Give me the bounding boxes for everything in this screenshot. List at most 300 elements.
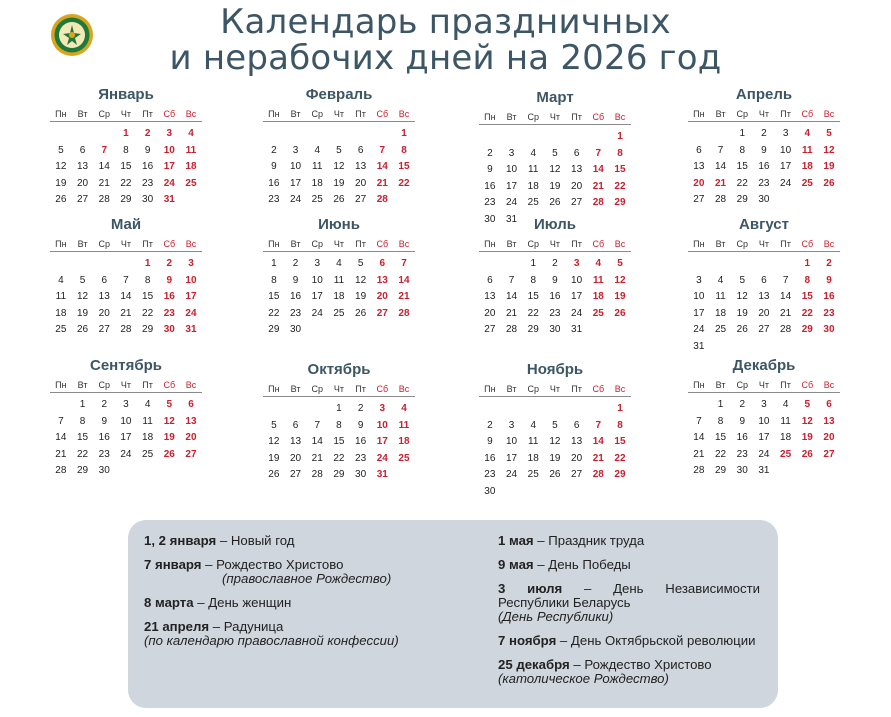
holiday-day: 8 (617, 147, 623, 159)
day-cell: 30 (549, 324, 561, 335)
week-row (688, 273, 840, 290)
weekday-label: Пн (693, 239, 705, 249)
day-cell: 25 (398, 452, 410, 464)
weekday-header (50, 237, 202, 252)
week-row (688, 430, 840, 447)
weekday-label: Вс (398, 239, 410, 249)
weekday-label: Вс (398, 109, 410, 119)
month-name: Июль (534, 216, 576, 233)
day-cell: 12 (823, 144, 835, 156)
day-cell: 29 (714, 465, 727, 476)
day-cell: 4 (401, 403, 407, 414)
day-cell: 17 (505, 452, 518, 464)
weekday-label: Сб (801, 239, 814, 249)
weekday-header (50, 378, 202, 393)
day-cell: 7 (58, 415, 64, 427)
empty-day (501, 256, 523, 273)
week-row (263, 451, 415, 468)
day-cell: 4 (58, 274, 64, 286)
week-row (50, 414, 202, 431)
day-cell: 28 (505, 324, 518, 335)
holiday-day: 20 (693, 177, 705, 189)
day-cell: 12 (736, 291, 748, 302)
week-row (50, 322, 202, 339)
day-cell: 22 (714, 448, 727, 460)
day-cell: 26 (801, 448, 813, 460)
day-cell: 11 (528, 164, 539, 175)
day-cell: 6 (696, 144, 702, 156)
day-cell: 21 (592, 180, 604, 192)
day-cell: 5 (552, 147, 558, 159)
day-cell: 26 (549, 197, 561, 208)
week-row (479, 451, 631, 468)
day-cell: 4 (188, 128, 194, 139)
week-row (263, 256, 415, 273)
empty-day (285, 401, 307, 418)
day-cell: 6 (188, 399, 194, 410)
month-6 (263, 216, 415, 339)
holidays-legend (128, 520, 778, 708)
empty-day (587, 129, 609, 146)
empty-day (731, 256, 753, 273)
day-cell: 16 (163, 291, 175, 302)
day-cell: 28 (98, 194, 110, 205)
day-cell: 29 (268, 324, 280, 335)
day-cell: 29 (120, 194, 132, 205)
day-cell: 30 (758, 194, 770, 205)
day-cell: 28 (592, 469, 604, 480)
title-line-1: Календарь праздничных (220, 2, 671, 42)
day-cell: 5 (617, 258, 623, 269)
day-cell: 16 (758, 161, 770, 172)
day-cell: 21 (98, 177, 110, 189)
day-cell: 24 (693, 324, 705, 335)
day-cell: 15 (398, 161, 410, 172)
day-cell: 20 (571, 452, 583, 464)
empty-day (263, 126, 285, 143)
day-cell: 19 (823, 161, 835, 172)
legend-item (498, 658, 760, 686)
day-cell: 18 (55, 307, 67, 319)
weekday-label: Пн (268, 384, 280, 394)
weekday-label: Ср (527, 384, 539, 394)
day-cell: 27 (355, 194, 367, 205)
weekday-label: Вс (614, 239, 626, 249)
week-row (688, 463, 840, 480)
holiday-day: 25 (780, 448, 792, 460)
legend-date: 7 января (144, 557, 202, 572)
weekday-label: Пн (484, 384, 496, 394)
day-cell: 11 (333, 274, 345, 286)
day-cell: 17 (693, 307, 705, 319)
weekday-label: Сб (376, 384, 389, 394)
legend-item (498, 534, 760, 548)
day-cell: 2 (761, 128, 767, 139)
day-cell: 1 (804, 258, 811, 269)
weekday-label: Чт (120, 109, 131, 119)
empty-day (479, 256, 501, 273)
day-cell: 22 (76, 448, 89, 460)
day-cell: 18 (398, 436, 410, 447)
weekday-label: Пн (693, 109, 705, 119)
holiday-day: 21 (714, 177, 727, 189)
month-name: Февраль (305, 86, 373, 103)
weekday-header (688, 378, 840, 393)
weekday-header (50, 107, 202, 122)
day-cell: 21 (55, 448, 67, 460)
day-cell: 23 (268, 194, 280, 205)
weekday-label: Пт (355, 239, 366, 249)
empty-day (285, 126, 307, 143)
day-cell: 27 (185, 448, 197, 460)
day-cell: 27 (376, 307, 388, 319)
week-row (479, 467, 631, 484)
day-cell: 20 (289, 452, 302, 464)
day-cell: 17 (120, 432, 132, 443)
day-cell: 23 (289, 307, 302, 319)
weekday-label: Сб (592, 384, 605, 394)
weekday-header (688, 107, 840, 122)
legend-date: 25 декабря (498, 657, 570, 672)
week-row (479, 146, 631, 163)
empty-day (371, 126, 393, 143)
day-cell: 3 (782, 128, 789, 139)
empty-day (753, 256, 775, 273)
day-cell: 22 (527, 307, 539, 319)
day-cell: 2 (101, 399, 107, 410)
day-cell: 26 (614, 307, 626, 319)
day-cell: 25 (333, 307, 345, 319)
day-cell: 8 (804, 274, 811, 286)
day-cell: 15 (527, 291, 539, 302)
day-cell: 4 (782, 399, 789, 410)
weekday-label: Ср (98, 109, 110, 119)
day-cell: 13 (693, 161, 705, 172)
day-cell: 6 (292, 419, 299, 431)
day-cell: 26 (736, 324, 748, 335)
day-cell: 2 (487, 419, 493, 431)
day-cell: 10 (185, 274, 197, 286)
day-cell: 29 (801, 324, 813, 335)
day-cell: 26 (163, 448, 175, 460)
day-cell: 29 (76, 465, 89, 476)
day-cell: 26 (823, 177, 835, 189)
day-cell: 8 (79, 415, 86, 427)
week-row (263, 126, 415, 143)
day-cell: 14 (98, 161, 110, 172)
day-cell: 12 (268, 436, 280, 447)
day-cell: 28 (592, 197, 604, 208)
week-row (688, 176, 840, 193)
day-cell: 27 (98, 324, 110, 335)
day-cell: 9 (552, 274, 558, 286)
day-cell: 22 (268, 307, 280, 319)
day-cell: 13 (355, 161, 367, 172)
day-cell: 1 (79, 399, 86, 410)
weekday-label: Чт (120, 380, 131, 390)
day-cell: 23 (736, 448, 748, 460)
day-cell: 30 (142, 194, 154, 205)
week-row (50, 256, 202, 273)
day-cell: 4 (530, 419, 536, 431)
weekday-label: Пн (55, 109, 67, 119)
day-cell: 3 (123, 399, 129, 410)
weekday-label: Вт (506, 239, 517, 249)
week-row (50, 306, 202, 323)
day-cell: 26 (76, 324, 89, 335)
day-cell: 16 (268, 177, 280, 189)
legend-item (144, 558, 479, 586)
day-cell: 6 (101, 274, 107, 286)
holiday-day: 3 (573, 258, 580, 269)
weekday-header (479, 382, 631, 397)
weekday-label: Чт (758, 109, 769, 119)
day-cell: 19 (333, 177, 345, 189)
day-cell: 6 (79, 144, 86, 156)
day-cell: 9 (739, 415, 745, 427)
day-cell: 18 (333, 291, 345, 302)
weekday-label: Пт (780, 239, 791, 249)
day-cell: 31 (693, 340, 705, 352)
weekday-label: Вт (77, 239, 88, 249)
weekday-label: Сб (376, 109, 389, 119)
holiday-day: 7 (101, 144, 107, 156)
weekday-header (263, 382, 415, 397)
day-cell: 30 (484, 213, 496, 225)
day-cell: 19 (549, 452, 561, 464)
day-cell: 16 (289, 291, 302, 302)
empty-day (710, 256, 732, 273)
weekday-label: Пт (142, 239, 153, 249)
day-cell: 1 (617, 403, 623, 414)
day-cell: 5 (79, 274, 86, 286)
day-cell: 30 (736, 465, 748, 476)
empty-day (328, 126, 350, 143)
day-cell: 10 (376, 419, 388, 431)
day-cell: 27 (484, 324, 496, 335)
week-row (50, 289, 202, 306)
day-cell: 7 (782, 274, 789, 286)
weekday-label: Вт (77, 380, 88, 390)
day-cell: 5 (166, 399, 173, 410)
day-cell: 8 (271, 274, 277, 286)
day-cell: 20 (76, 177, 89, 189)
day-cell: 23 (142, 177, 154, 189)
day-cell: 5 (804, 399, 811, 410)
weekday-label: Ср (527, 239, 539, 249)
weekday-label: Вт (290, 239, 301, 249)
day-cell: 10 (505, 164, 518, 175)
day-cell: 19 (76, 307, 89, 319)
legend-note: (День Республики) (498, 609, 614, 624)
day-cell: 26 (333, 194, 345, 205)
weekday-label: Вс (185, 239, 197, 249)
legend-date: 1 мая (498, 533, 534, 548)
day-cell: 26 (549, 469, 561, 480)
day-cell: 23 (355, 452, 367, 464)
day-cell: 3 (166, 128, 173, 139)
week-row (263, 192, 415, 209)
day-cell: 14 (398, 274, 410, 286)
day-cell: 2 (487, 147, 493, 159)
day-cell: 14 (693, 432, 705, 443)
day-cell: 5 (58, 144, 64, 156)
day-cell: 9 (271, 161, 277, 172)
weekday-label: Ср (736, 239, 748, 249)
day-cell: 19 (549, 180, 561, 192)
weekday-label: Пт (355, 109, 366, 119)
day-cell: 12 (76, 291, 89, 302)
day-cell: 27 (823, 448, 835, 460)
day-cell: 5 (552, 419, 558, 431)
day-cell: 28 (398, 307, 410, 319)
day-cell: 18 (780, 432, 792, 443)
day-cell: 28 (693, 465, 705, 476)
empty-day (50, 126, 72, 143)
day-cell: 6 (487, 274, 493, 286)
day-cell: 23 (823, 307, 835, 319)
day-cell: 1 (617, 131, 623, 142)
day-cell: 15 (614, 436, 626, 447)
day-cell: 17 (289, 177, 302, 189)
day-cell: 7 (595, 147, 602, 159)
day-cell: 20 (98, 307, 110, 319)
day-cell: 26 (55, 194, 67, 205)
day-cell: 28 (714, 194, 727, 205)
day-cell: 17 (185, 291, 197, 302)
empty-day (50, 256, 72, 273)
day-cell: 27 (571, 469, 583, 480)
day-cell: 6 (573, 419, 580, 431)
legend-text: – Рождество Христово (569, 657, 712, 672)
legend-item (498, 634, 760, 648)
weekday-label: Сб (163, 239, 176, 249)
day-cell: 1 (739, 128, 745, 139)
day-cell: 19 (163, 432, 175, 443)
legend-text: – Рождество Христово (201, 557, 344, 572)
month-name: Сентябрь (90, 357, 162, 374)
day-cell: 29 (142, 324, 154, 335)
day-cell: 8 (336, 419, 342, 431)
day-cell: 8 (401, 144, 407, 156)
day-cell: 26 (268, 469, 280, 480)
week-row (50, 447, 202, 464)
day-cell: 10 (758, 415, 770, 427)
empty-day (306, 126, 328, 143)
weekday-header (688, 237, 840, 252)
day-cell: 8 (739, 144, 745, 156)
month-2 (263, 86, 415, 209)
weekday-label: Сб (592, 112, 605, 122)
legend-text: – День Независимости Республики Беларусь (498, 581, 760, 610)
month-name: Июнь (318, 216, 360, 233)
day-cell: 12 (163, 415, 175, 427)
week-row (688, 192, 840, 209)
day-cell: 28 (120, 324, 132, 335)
day-cell: 12 (333, 161, 345, 172)
weekday-label: Ср (527, 112, 539, 122)
day-cell: 13 (289, 436, 302, 447)
day-cell: 27 (289, 469, 302, 480)
week-row (50, 176, 202, 193)
empty-day (566, 129, 588, 146)
day-cell: 12 (614, 274, 626, 286)
day-cell: 16 (823, 291, 835, 302)
legend-column-right (498, 534, 760, 696)
week-row (688, 126, 840, 143)
day-cell: 9 (144, 144, 151, 156)
day-cell: 10 (505, 436, 518, 447)
day-cell: 7 (379, 144, 386, 156)
month-name: Август (739, 216, 789, 233)
day-cell: 19 (355, 291, 367, 302)
week-row (479, 273, 631, 290)
week-row (50, 273, 202, 290)
day-cell: 17 (311, 291, 323, 302)
weekday-label: Вс (398, 384, 410, 394)
day-cell: 11 (780, 415, 791, 427)
day-cell: 20 (758, 307, 770, 319)
day-cell: 22 (801, 307, 813, 319)
day-cell: 25 (142, 448, 154, 460)
day-cell: 9 (487, 436, 493, 447)
day-cell: 31 (185, 324, 197, 335)
weekday-label: Пн (484, 239, 496, 249)
empty-day (501, 401, 523, 418)
month-3 (479, 89, 631, 228)
weekday-label: Пт (571, 112, 582, 122)
day-cell: 19 (801, 432, 813, 443)
week-row (479, 129, 631, 146)
weekday-label: Ср (98, 239, 110, 249)
empty-day (688, 256, 710, 273)
legend-note: (по календарю православной конфессии) (144, 633, 399, 648)
week-row (688, 159, 840, 176)
day-cell: 10 (289, 161, 302, 172)
weekday-header (479, 110, 631, 125)
week-row (263, 176, 415, 193)
day-cell: 18 (142, 432, 154, 443)
day-cell: 2 (166, 258, 173, 269)
day-cell: 31 (758, 465, 770, 476)
day-cell: 6 (357, 144, 364, 156)
day-cell: 14 (505, 291, 518, 302)
day-cell: 30 (98, 465, 110, 476)
day-cell: 10 (693, 291, 705, 302)
weekday-label: Сб (163, 380, 176, 390)
day-cell: 15 (801, 291, 813, 302)
day-cell: 30 (289, 324, 302, 335)
day-cell: 2 (739, 399, 745, 410)
day-cell: 16 (98, 432, 110, 443)
week-row (479, 179, 631, 196)
day-cell: 22 (736, 177, 748, 189)
weekday-label: Пн (484, 112, 496, 122)
day-cell: 29 (614, 469, 626, 480)
day-cell: 13 (185, 415, 197, 427)
day-cell: 22 (614, 180, 626, 192)
day-cell: 27 (571, 197, 583, 208)
month-name: Март (536, 89, 574, 106)
day-cell: 21 (592, 452, 604, 464)
weekday-label: Пн (55, 239, 67, 249)
holiday-day: 9 (166, 274, 173, 286)
day-cell: 17 (376, 436, 388, 447)
empty-day (263, 401, 285, 418)
day-cell: 15 (333, 436, 345, 447)
day-cell: 28 (376, 194, 388, 205)
week-row (50, 143, 202, 160)
